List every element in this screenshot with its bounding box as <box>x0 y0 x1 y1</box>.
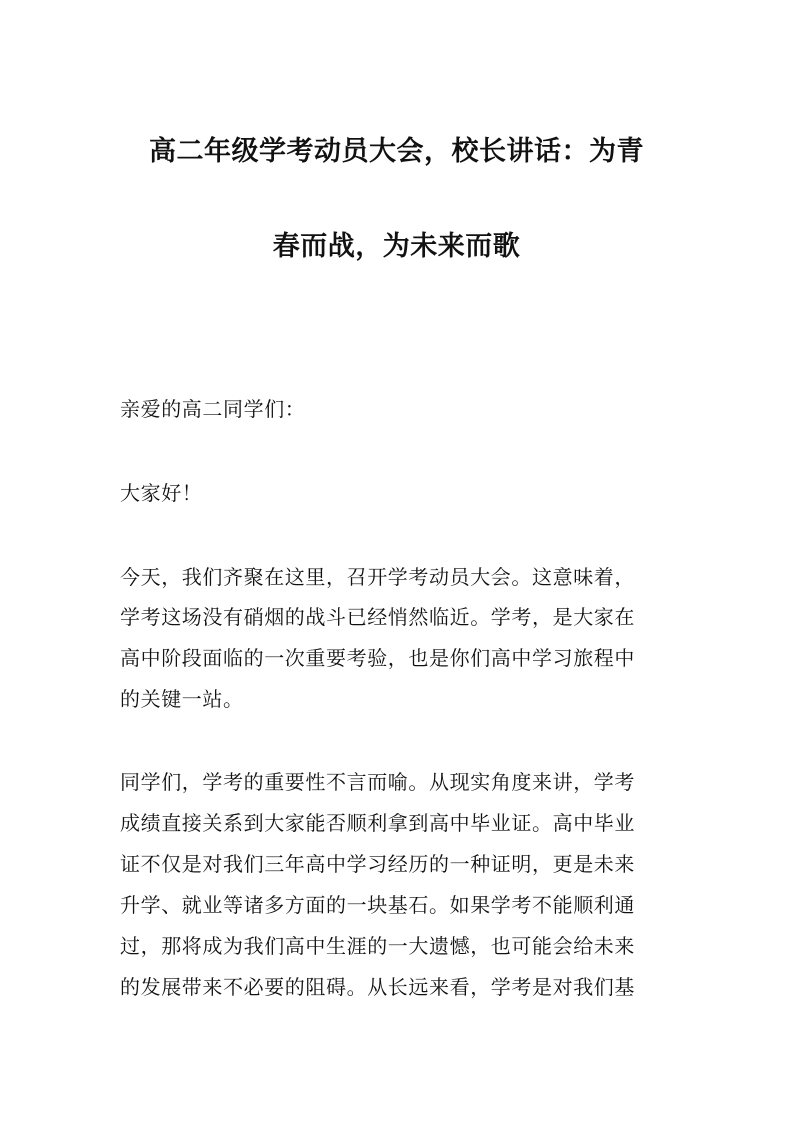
paragraph-line: 今天，我们齐聚在这里，召开学考动员大会。这意味着， <box>120 565 635 589</box>
paragraph-line: 成绩直接关系到大家能否顺利拿到高中毕业证。高中毕业 <box>120 811 635 835</box>
paragraph-line: 过，那将成为我们高中生涯的一大遗憾，也可能会给未来 <box>120 934 635 958</box>
paragraph-line: 的关键一站。 <box>120 687 244 711</box>
salutation: 大家好！ <box>120 481 203 505</box>
document-title-line-1: 高二年级学考动员大会，校长讲话：为青 <box>149 136 644 167</box>
paragraph-line: 升学、就业等诸多方面的一块基石。如果学考不能顺利通 <box>120 893 635 917</box>
document-title-line-2: 春而战，为未来而歌 <box>272 231 521 262</box>
greeting: 亲爱的高二同学们： <box>120 397 306 421</box>
paragraph-line: 学考这场没有硝烟的战斗已经悄然临近。学考，是大家在 <box>120 605 635 629</box>
paragraph-line: 高中阶段面临的一次重要考验，也是你们高中学习旅程中 <box>120 646 635 670</box>
paragraph-line: 的发展带来不必要的阻碍。从长远来看，学考是对我们基 <box>120 975 635 999</box>
paragraph-line: 同学们，学考的重要性不言而喻。从现实角度来讲，学考 <box>120 770 635 794</box>
paragraph-line: 证不仅是对我们三年高中学习经历的一种证明，更是未来 <box>120 852 635 876</box>
